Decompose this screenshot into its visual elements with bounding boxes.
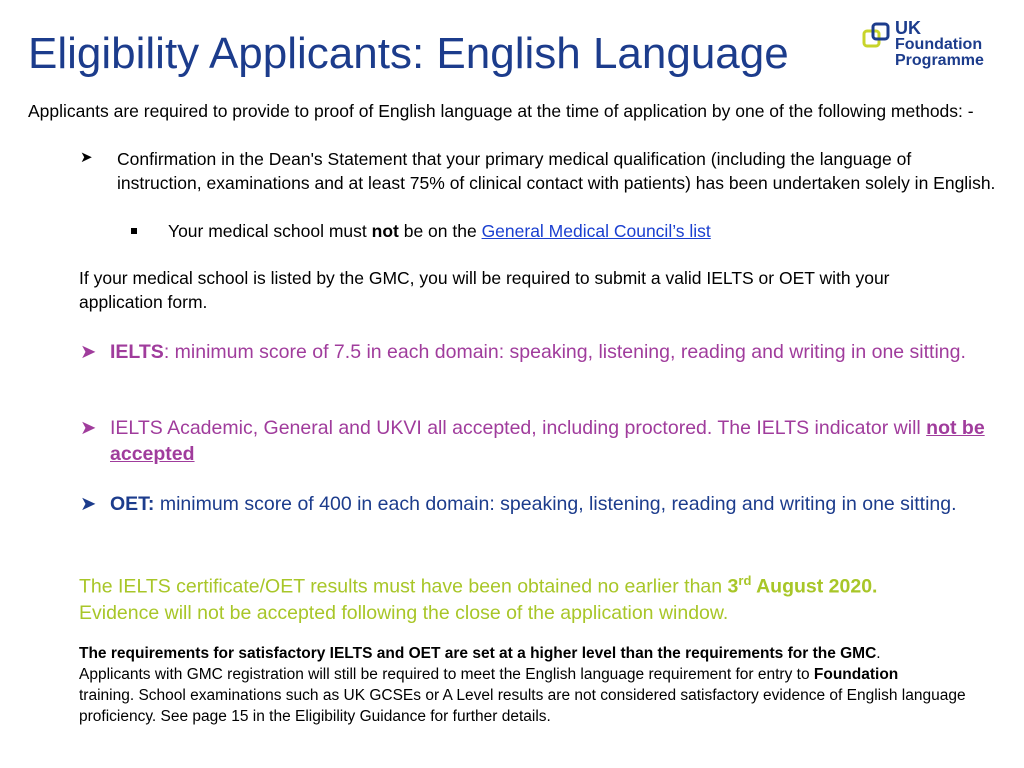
ielts-label: IELTS [110,341,164,363]
ielts-text: : minimum score of 7.5 in each domain: speaking, listening, reading and writing in one sitting. [163,341,966,363]
footer-period: . [876,645,881,662]
sub-bullet-pre: Your medical school must [168,221,372,241]
ielts-accepted-text: IELTS Academic, General and UKVI all accepted, including proctored. The IELTS indicator will [110,417,927,439]
gmc-list-link[interactable]: General Medical Council’s list [481,221,711,241]
oet-label: OET: [110,493,155,515]
logo-foundation: Foundation [895,36,983,53]
date-suffix: rd [738,573,752,588]
arrow-bullet-icon: ➤ [80,341,97,363]
ielts-requirement [110,339,1000,365]
intro-text: Applicants are required to provide to proof of English language at the time of application by one of the following methods: - [28,101,974,121]
oet-text: minimum score of 400 in each domain: speaking, listening, reading and writing in one sitting. [154,493,957,515]
logo-mark-icon [862,22,892,52]
footer-pre: Applicants with GMC registration will still be required to meet the English language requirement for entry to [79,666,814,683]
footer-bold-line: The requirements for satisfactory IELTS and OET are set at a higher level than the requirements for the GMC [79,645,877,662]
gmc-note: If your medical school is listed by the GMC, you will be required to submit a valid IELTS or OET with your application form. [79,268,890,312]
sub-bullet-mid: be on the [398,221,482,241]
uk-foundation-programme-logo [862,20,1002,72]
arrow-bullet-icon: ➤ [80,493,97,515]
sub-bullet-gmc-list [168,219,711,243]
square-bullet-icon [131,228,137,234]
oet-requirement [110,491,1000,517]
date-day: 3 [727,575,739,598]
footer-note [79,643,999,727]
date-note-pre: The IELTS certificate/OET results must have been obtained no earlier than [79,575,728,598]
date-note [79,568,999,626]
ielts-accepted-types [110,415,1000,467]
logo-programme: Programme [895,52,984,69]
footer-post: training. School examinations such as UK GCSEs or A Level results are not considered satisfactory evidence of English language proficiency. See page 15 in the Eligibility Guidance for further details. [79,687,966,725]
not-accepted-emphasis: not be accepted [110,417,985,465]
date-month: August 2020. [751,575,878,598]
logo-uk: UK [895,18,921,38]
arrow-bullet-icon: ➤ [80,149,93,166]
logo-wordmark [895,19,984,69]
date-note-post: Evidence will not be accepted following the close of the application window. [79,601,729,624]
sub-bullet-not: not [371,221,399,241]
footer-foundation: Foundation [813,666,899,683]
bullet-deans-statement: Confirmation in the Dean's Statement that your primary medical qualification (including the language of instruction, examinations and at least 75% of clinical contact with patients) has been undertaken solely in English. [117,149,996,193]
page-title: Eligibility Applicants: English Language [28,29,789,78]
arrow-bullet-icon: ➤ [80,417,97,439]
